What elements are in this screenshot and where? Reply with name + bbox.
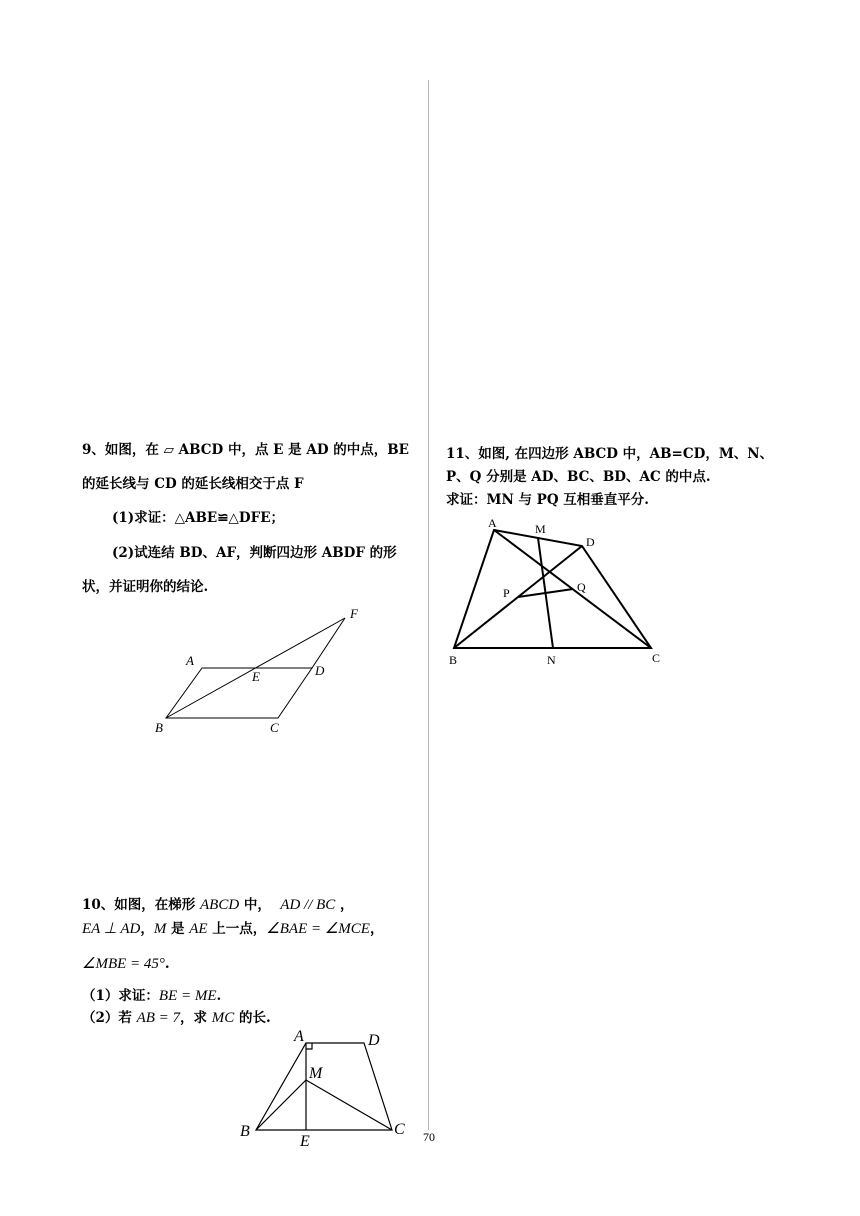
label-A: A [186, 653, 194, 668]
page-number: 70 [423, 1130, 435, 1144]
problem-10-line-4: （1）求证：BE = ME. [82, 988, 222, 1004]
problem-10-line-2: EA ⊥ AD，M 是 AE 上一点，∠BAE = ∠MCE， [82, 921, 384, 937]
label-M: M [309, 1065, 323, 1082]
label-D: D [315, 663, 325, 678]
label-A: A [294, 1028, 304, 1045]
problem-9-line-2: 的延长线与 CD 的延长线相交于点 F [82, 476, 304, 492]
label-B: B [449, 653, 458, 667]
column-divider [428, 80, 429, 1130]
label-B: B [155, 720, 163, 735]
problem-10-line-5: （2）若 AB = 7，求 MC 的长. [82, 1010, 271, 1026]
label-D: D [368, 1032, 380, 1049]
label-E: E [300, 1133, 310, 1150]
problem-11-line-2: P、Q 分别是 AD、BC、BD、AC 的中点. [446, 469, 711, 485]
problem-10-line-3: ∠MBE = 45°. [82, 956, 170, 972]
label-M: M [535, 522, 546, 536]
problem-9-line-3: (1)求证：△ABE≌△DFE； [112, 510, 284, 526]
label-A: A [488, 516, 497, 530]
label-C: C [270, 720, 279, 735]
label-Q: Q [577, 580, 586, 594]
label-N: N [547, 653, 556, 667]
label-F: F [350, 606, 358, 621]
problem-11-line-1: 11、如图, 在四边形 ABCD 中，AB=CD，M、N、 [446, 446, 774, 462]
problem-11-line-3: 求证：MN 与 PQ 互相垂直平分. [446, 492, 649, 508]
label-P: P [503, 586, 510, 600]
problem-9-line-4: (2)试连结 BD、AF，判断四边形 ABDF 的形 [112, 545, 397, 561]
problem-9-line-1: 9、如图，在 ▱ ABCD 中，点 E 是 AD 的中点，BE [82, 442, 409, 458]
label-C: C [652, 651, 661, 665]
problem-9-line-5: 状，并证明你的结论. [82, 579, 209, 595]
label-B: B [240, 1123, 250, 1140]
label-D: D [586, 535, 595, 549]
label-C: C [394, 1121, 405, 1138]
problem-10-line-1: 10、如图，在梯形 ABCD 中， AD // BC ， [82, 897, 354, 913]
label-E: E [252, 669, 260, 684]
